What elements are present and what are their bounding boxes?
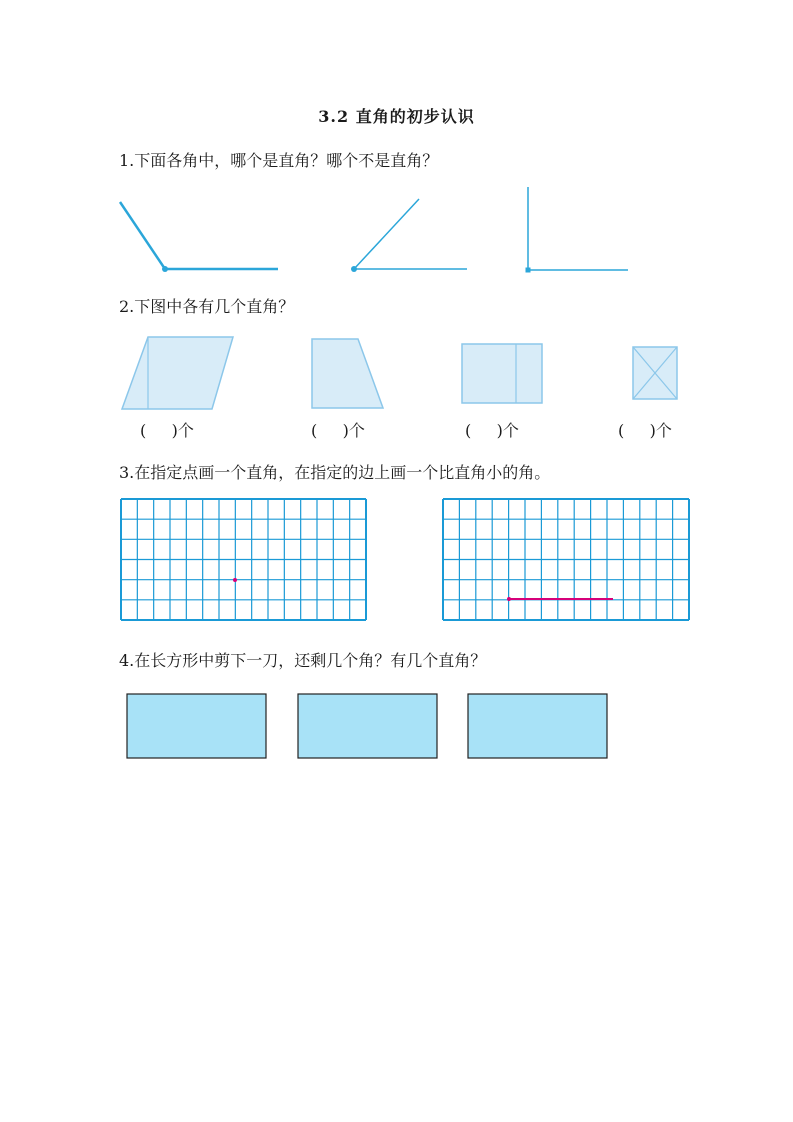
given-point-marker	[233, 578, 237, 582]
parallelogram-shape	[122, 337, 233, 409]
question-1: 1.下面各角中，哪个是直角？哪个不是直角？	[119, 151, 439, 170]
grid-paper-left	[121, 499, 366, 620]
crossed-square-shape	[633, 347, 677, 399]
obtuse-angle	[120, 202, 278, 269]
answer-blank-1[interactable]: ( )个	[140, 421, 194, 440]
obtuse-angle-vertex	[162, 266, 168, 272]
right-angle	[528, 187, 628, 270]
divided-rectangle-shape	[462, 344, 542, 403]
question-2: 2.下图中各有几个直角？	[119, 297, 295, 316]
right-angle-vertex	[526, 268, 531, 273]
trapezoid-shape	[312, 339, 383, 408]
rectangle-2	[298, 694, 437, 758]
question-4: 4.在长方形中剪下一刀，还剩几个角？有几个直角？	[119, 651, 487, 670]
answer-blank-2[interactable]: ( )个	[311, 421, 365, 440]
acute-angle	[354, 199, 467, 269]
acute-angle-vertex	[351, 266, 357, 272]
answer-blank-4[interactable]: ( )个	[618, 421, 672, 440]
page-title: 3.2 直角的初步认识	[318, 107, 475, 126]
rectangle-3	[468, 694, 607, 758]
answer-blank-3[interactable]: ( )个	[465, 421, 519, 440]
rectangle-1	[127, 694, 266, 758]
question-3: 3.在指定点画一个直角，在指定的边上画一个比直角小的角。	[119, 463, 551, 482]
given-side-endpoint	[507, 597, 511, 601]
grid-paper-right	[443, 499, 689, 620]
